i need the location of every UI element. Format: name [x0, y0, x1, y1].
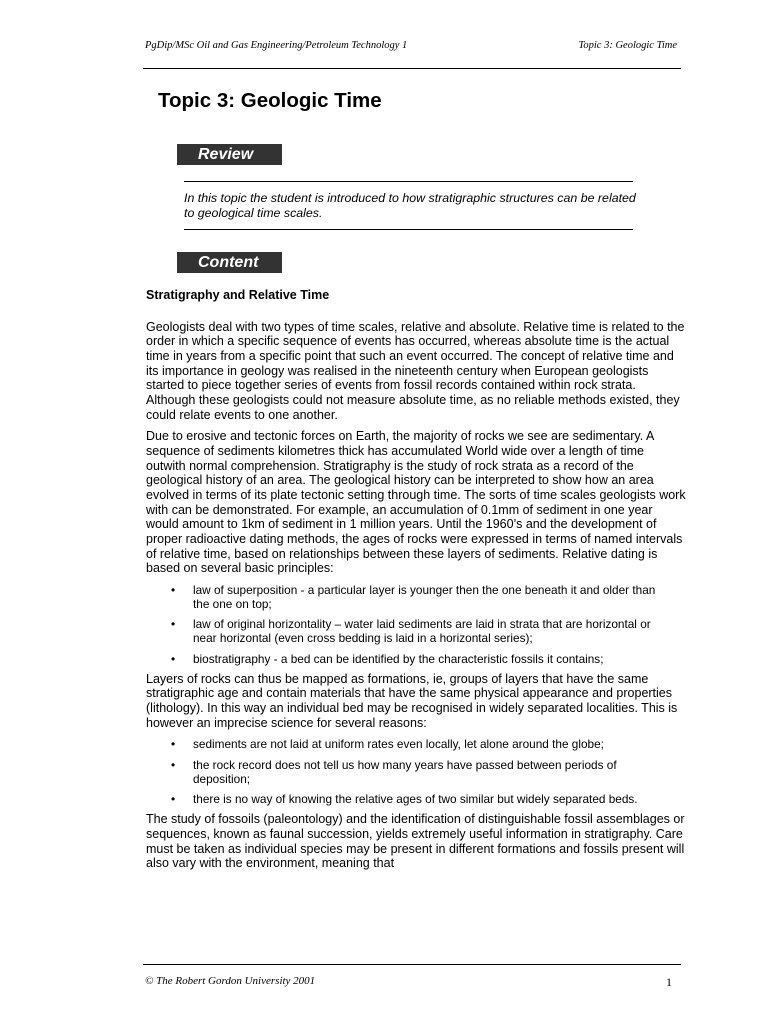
- review-top-rule: [184, 181, 633, 182]
- list-item: [146, 792, 686, 806]
- running-header: [145, 40, 677, 56]
- list-item: [146, 583, 686, 611]
- list-item: [146, 617, 686, 645]
- review-bottom-rule: [184, 229, 633, 230]
- paragraph: The study of fossoils (paleontology) and the identification of distinguishable fossil assemblages or sequences, known as faunal succession, yields extremely useful information in stratigraphy. Care must be taken as individual species may be present in different formations and fossils present will also vary with the environment, meaning that: [146, 812, 685, 871]
- bullet-icon: •: [171, 792, 176, 807]
- footer-rule: [143, 964, 681, 965]
- list-item: [146, 652, 686, 666]
- bullet-icon: •: [171, 582, 176, 597]
- list-item-text: the rock record does not tell us how many years have passed between periods of deposition;: [193, 757, 617, 786]
- page-number: 1: [666, 975, 672, 989]
- content-section-label: Content: [177, 252, 282, 273]
- header-course-title: PgDip/MSc Oil and Gas Engineering/Petroleum Technology 1: [145, 40, 408, 51]
- reasons-list: [146, 737, 686, 806]
- bullet-icon: •: [171, 757, 176, 772]
- review-text: In this topic the student is introduced to how stratigraphic structures can be related to geological time scales.: [184, 191, 636, 220]
- bullet-icon: •: [171, 737, 176, 752]
- list-item: [146, 758, 686, 786]
- list-item: [146, 737, 686, 751]
- review-section-label: Review: [177, 144, 282, 165]
- page-title: Topic 3: Geologic Time: [158, 89, 382, 112]
- paragraph: Geologists deal with two types of time scales, relative and absolute. Relative time is related to the order in which a specific sequence of events has occurred, whereas absolute time is the actual time in years from a specific point that such an event occurred. The concept of relative time and its importance in geology was realised in the nineteenth century when European geologists started to piece together series of events from fossil records contained within rock strata. Although these geologists could not measure absolute time, as no reliable methods existed, they could relate events to one another.: [146, 319, 685, 422]
- list-item-text: law of superposition - a particular layer is younger then the one beneath it and older than the one on top;: [193, 582, 656, 612]
- list-item-text: sediments are not laid at uniform rates even locally, let alone around the globe;: [193, 737, 604, 752]
- header-topic-title: Topic 3: Geologic Time: [578, 40, 677, 51]
- bullet-icon: •: [171, 617, 176, 632]
- principles-list: [146, 583, 686, 666]
- paragraph: Layers of rocks can thus be mapped as formations, ie, groups of layers that have the same stratigraphic age and contain materials that have the same physical appearance and properties (lithology). In this way an individual bed may be recognised in widely separated localities. This is however an imprecise science for several reasons:: [146, 671, 678, 730]
- bullet-icon: •: [171, 651, 176, 666]
- content-body: [146, 288, 686, 878]
- footer-copyright: © The Robert Gordon University 2001: [145, 975, 316, 987]
- paragraph: Due to erosive and tectonic forces on Earth, the majority of rocks we see are sedimentary. A sequence of sediments kilometres thick has accumulated World wide over a length of time outwith normal comprehension. Stratigraphy is the study of rock strata as a record of the geological history of an area. The geological history can be interpreted to show how an area evolved in terms of its plate tectonic setting through time. The sorts of time scales geologists work with can be demonstrated. For example, an accumulation of 0.1mm of sediment in one year would amount to 1km of sediment in 1 million years. Until the 1960’s and the development of proper radioactive dating methods, the ages of rocks were expressed in terms of named intervals of relative time, based on relationships between these layers of sediments. Relative dating is based on several basic principles:: [146, 429, 686, 576]
- header-rule: [143, 68, 681, 69]
- list-item-text: there is no way of knowing the relative ages of two similar but widely separated beds.: [193, 792, 638, 807]
- list-item-text: biostratigraphy - a bed can be identified by the characteristic fossils it contains;: [193, 651, 604, 666]
- section-heading: Stratigraphy and Relative Time: [146, 288, 330, 302]
- list-item-text: law of original horizontality – water laid sediments are laid in strata that are horizontal or near horizontal (even cross bedding is laid in a horizontal series);: [193, 617, 651, 646]
